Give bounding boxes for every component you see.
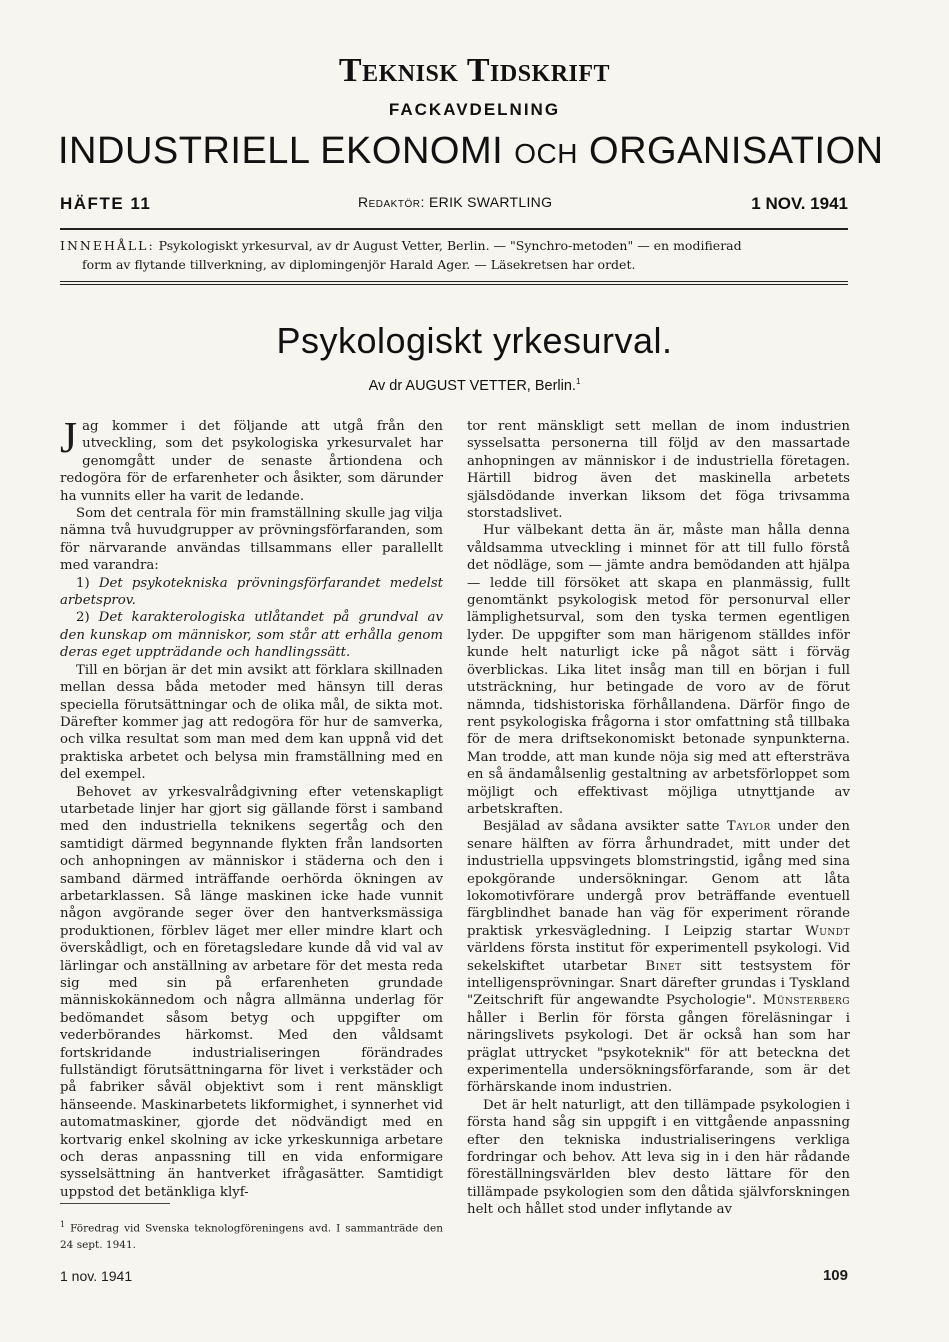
list-item-text: Det psykotekniska prövningsförfarandet medelst arbetsprov. xyxy=(60,575,443,609)
paragraph-text: under den senare hälften av förra århundradet, mitt under det industriella uppsvingets blomstringstid, igång med sina epokgörande undersökningar. Genom att låta lokomotivförare undergå prov beträffande eventuell färgblindhet banade han väg för experiment rörande praktisk yrkesvägledning. I Leipzig startar xyxy=(467,819,850,939)
paragraph-text: håller i Berlin för första gången föreläsningar i näringslivets psykologi. Det är också han som har präglat uttrycket "psykoteknik" för att beteckna det experimentella undersökningsförfarande, som är det förhärskande inom industrien. xyxy=(467,1010,850,1096)
table-of-contents xyxy=(60,236,848,274)
list-item-text: Det karakterologiska utlåtandet på grundval av den kunskap om människor, som står att erhålla genom deras eget uppträdande och handlingssätt. xyxy=(60,610,444,661)
name-taylor: Taylor xyxy=(726,819,771,835)
right-column xyxy=(467,418,850,1219)
issue-number: HÄFTE 11 xyxy=(60,194,152,213)
issue-date: 1 NOV. 1941 xyxy=(751,194,848,213)
editor-line xyxy=(358,194,552,210)
paragraph xyxy=(467,818,850,1097)
footnote xyxy=(60,1217,443,1253)
paragraph xyxy=(60,413,443,505)
list-item-number: 1) xyxy=(76,575,90,591)
contents-line-2: form av flytande tillverkning, av diplomingenjör Harald Ager. — Läsekretsen har ordet. xyxy=(82,257,636,272)
footnote-rule xyxy=(60,1203,170,1204)
paragraph-text: världens första institut för experimentell psykologi. Vid sekelskiftet utarbetar xyxy=(467,941,850,974)
drop-cap: J xyxy=(60,413,78,462)
left-column xyxy=(60,413,444,1201)
footer-date: 1 nov. 1941 xyxy=(60,1268,133,1284)
department-label: FACKAVDELNING xyxy=(388,100,561,119)
editor-name: ERIK SWARTLING xyxy=(429,194,553,210)
list-item xyxy=(60,609,443,661)
page-number: 109 xyxy=(822,1267,848,1284)
byline-footnote-mark: 1 xyxy=(575,377,581,386)
issue-row xyxy=(60,194,848,220)
name-binet: Binet xyxy=(645,958,682,974)
paragraph: Behovet av yrkesvalrådgivning efter vetenskapligt utarbetade linjer har gjort sig gällande först i samband med den industriella teknikens segertåg och den samtidigt därmed begynnande flykten från landsorten och anhopningen av människor i städerna och den i samband därmed inträffande oerhörda ökningen av arbetarklassen. Så länge maskinen icke hade vunnit någon avgörande seger över den hantverksmässiga produktionen, förblev läget mer eller mindre klart och överskådligt, och en företagsledare kunde då vid val av lärlingar och anställning av arbetare för det mesta reda sig med sin på erfarenheten grundade människokännedom och några allmänna underlag för bedömandet såsom betyg och uppgifter om vederbörandes härkomst. Med den våldsamt fortskridande industrialiseringen förändrades fullständigt förutsättningarna för livet i verkstäder och på fabriker såväl objektivt som i rent mänskligt hänseende. Maskinarbetets likformighet, i synnerhet vid automatmaskiner, gjorde det nödvändigt med en kortvarig enkel skolning av icke yrkeskunniga arbetare och deras anpassning till en vida enformigare sysselsättning än hantverket ifrågasätter. Samtidigt uppstod det betänkliga klyf- xyxy=(60,784,443,1200)
paragraph: Som det centrala för min framställning skulle jag vilja nämna två huvudgrupper av prövningsförfaranden, som för närvarande användas tillsammans eller parallellt med varandra: xyxy=(60,506,443,574)
editor-label: Redaktör: xyxy=(358,194,425,210)
contents-rule-bottom xyxy=(60,284,848,285)
header-rule xyxy=(60,228,848,230)
article-byline xyxy=(0,377,949,394)
contents-line-1: Psykologiskt yrkesurval, av dr August Vetter, Berlin. — "Synchro-metoden" — en modifierad xyxy=(158,238,742,253)
journal-title: Teknisk Tidskrift xyxy=(338,52,611,89)
footnote-text: Föredrag vid Svenska teknologföreningens avd. I sammanträde den 24 sept. 1941. xyxy=(60,1222,443,1251)
list-item xyxy=(60,575,443,610)
paragraph-text: Besjälad av sådana avsikter satte xyxy=(483,819,720,835)
paragraph: tor rent mänskligt sett mellan de inom industrien sysselsatta personerna till följd av den massartade anhopningen av människor i de industriella företagen. Härtill bidrog även det maskinella arbetets själsdödande inverkan liksom det föga trivsamma storstadslivet. xyxy=(467,419,850,522)
section-title-och: OCH xyxy=(514,138,578,169)
byline-text: Av dr AUGUST VETTER, Berlin. xyxy=(368,377,576,394)
section-title-part-a: INDUSTRIELL EKONOMI xyxy=(58,130,504,172)
footnote-mark: 1 xyxy=(60,1220,66,1229)
section-title-part-b: ORGANISATION xyxy=(589,130,884,172)
list-item-number: 2) xyxy=(76,610,90,626)
paragraph: Det är helt naturligt, att den tillämpade psykologien i första hand såg sin uppgift i en vittgående anpassning efter den tekniska industrialiseringens verkliga fordringar och behov. Att leva sig in i den här rådande föreställningsvärlden blev desto lättare för den tillämpade psykologien som den dåtida självforskningen helt och hållet stod under inflytande av xyxy=(467,1097,850,1218)
paragraph-text: sitt testsystem för intelligensprövningar. Snart därefter grundas i Tyskland "Zeitschrift für angewandte Psychologie". xyxy=(467,958,850,1009)
contents-label: INNEHÅLL: xyxy=(60,238,155,253)
contents-rule-top xyxy=(60,281,848,282)
name-wundt: Wundt xyxy=(805,923,850,939)
article-title: Psykologiskt yrkesurval. xyxy=(276,320,673,361)
paragraph-text: ag kommer i det följande att utgå från den utveckling, som det psykologiska yrkesurvalet har genomgått under de senaste årtiondena och redogöra för de erfarenheter och åsikter, som därunder ha vunnits eller ha varit de ledande. xyxy=(60,419,443,504)
paragraph: Till en början är det min avsikt att förklara skillnaden mellan dessa båda metoder med hänsyn till deras speciella förutsättningar och de olika mål, de sikta mot. Därefter kommer jag att redogöra för hur de samverka, och vilka resultat som man med dem kan uppnå vid det praktiska arbetet och belysa min framställning med en del exempel. xyxy=(60,662,443,783)
section-title xyxy=(58,130,884,173)
paragraph: Hur välbekant detta än är, måste man hålla denna våldsamma utveckling i minnet för att till fullo förstå det nödläge, som — jämte andra bemödanden att hjälpa — ledde till försöket att skapa en planmässig, fullt genomtänkt psykologisk metod för personurval eller lämplighetsurval, som den tyska termen egentligen lyder. De uppgifter som man härigenom ställdes inför kunde helt naturligt icke på något sätt i förväg överblickas. Lika litet insåg man till en början i full utsträckning, hur betingade de voro av de förut nämnda, tidshistoriska förhållandena. Därför fingo de rent psykologiska frågorna i stor omfattning stå tillbaka för de mera driftsekonomiskt betonade synpunkterna. Man trodde, att man kunde nöja sig med att eftersträva en så ändamålsenlig gestaltning av arbetsförloppet som möjligt och effektivast möjliga utnyttjande av arbetskraften. xyxy=(467,523,850,817)
name-munsterberg: Münsterberg xyxy=(762,993,850,1009)
